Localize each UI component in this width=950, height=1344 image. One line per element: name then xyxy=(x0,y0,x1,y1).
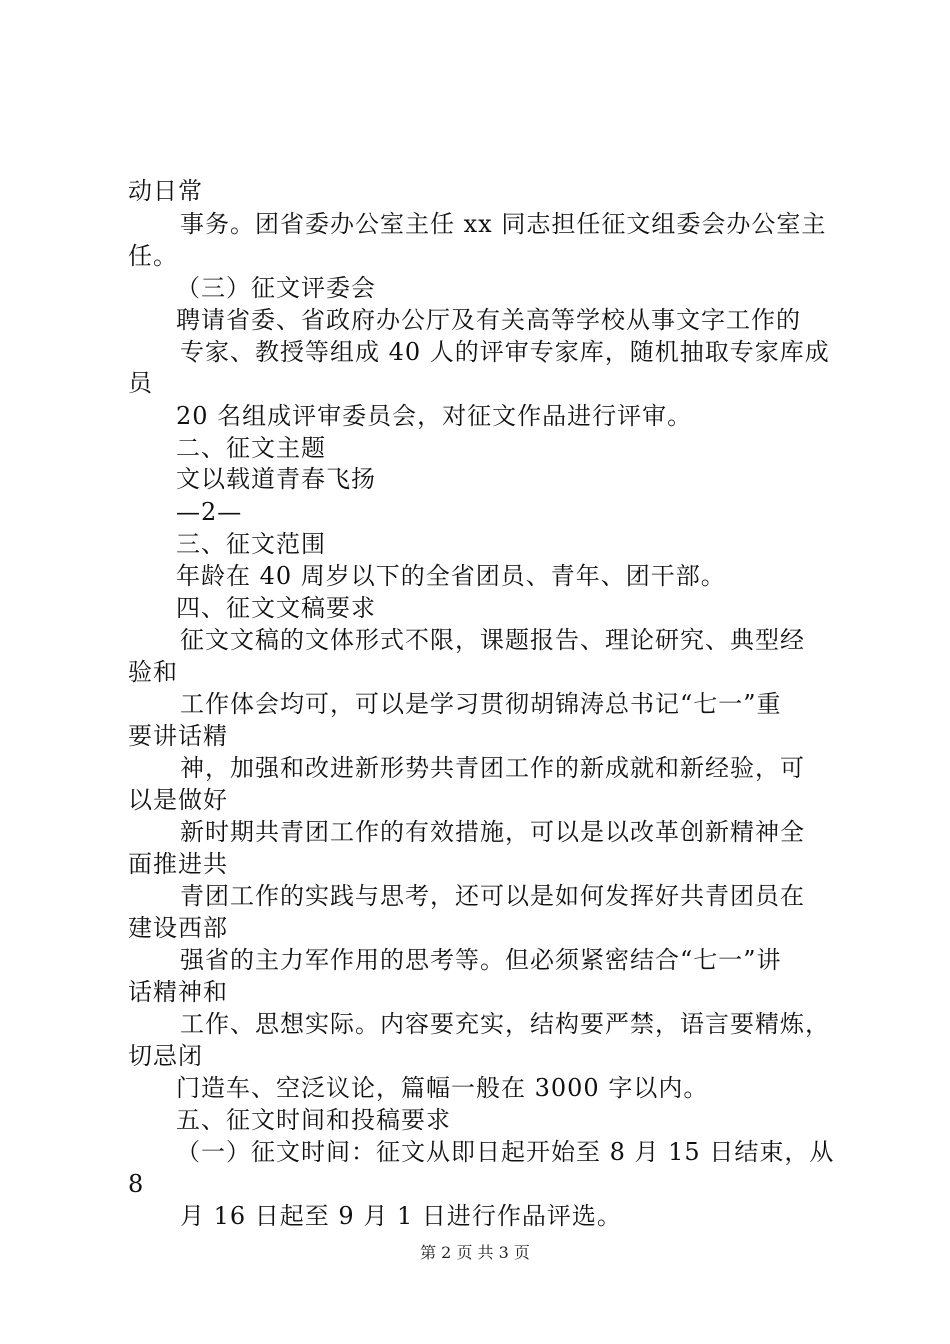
text-line: 话精神和 xyxy=(128,978,228,1006)
text-line: 门造车、空泛议论，篇幅一般在 3000 字以内。 xyxy=(176,1074,709,1102)
text-line: 聘请省委、省政府办公厅及有关高等学校从事文字工作的 xyxy=(176,306,801,334)
text-line: 验和 xyxy=(128,658,178,686)
text-line: 20 名组成评审委员会，对征文作品进行评审。 xyxy=(176,402,693,430)
text-line: 工作、思想实际。内容要充实，结构要严禁，语言要精炼， xyxy=(180,1010,830,1038)
text-line: 强省的主力军作用的思考等。但必须紧密结合“七一”讲 xyxy=(180,946,782,974)
text-line: 以是做好 xyxy=(128,786,228,814)
text-line: 面推进共 xyxy=(128,850,228,878)
text-line: 动日常 xyxy=(128,177,203,205)
text-line: 新时期共青团工作的有效措施，可以是以改革创新精神全 xyxy=(180,818,805,846)
text-line: 切忌闭 xyxy=(128,1042,203,1070)
text-line: 青团工作的实践与思考，还可以是如何发挥好共青团员在 xyxy=(180,882,805,910)
text-line: 专家、教授等组成 40 人的评审专家库，随机抽取专家库成 xyxy=(180,338,830,366)
text-line: 神，加强和改进新形势共青团工作的新成就和新经验，可 xyxy=(180,754,805,782)
text-line: 任。 xyxy=(128,242,178,270)
text-line: （一）征文时间：征文从即日起开始至 8 月 15 日结束，从 xyxy=(176,1138,835,1166)
page-footer: 第 2 页 共 3 页 xyxy=(420,1243,530,1262)
text-line: 月 16 日起至 9 月 1 日进行作品评选。 xyxy=(180,1202,622,1230)
text-line: 年龄在 40 周岁以下的全省团员、青年、团干部。 xyxy=(176,562,726,590)
text-line: 要讲话精 xyxy=(128,722,228,750)
text-line: 建设西部 xyxy=(128,914,228,942)
text-line: 员 xyxy=(128,369,153,397)
text-line: 征文文稿的文体形式不限，课题报告、理论研究、典型经 xyxy=(180,626,805,654)
section-heading: 四、征文文稿要求 xyxy=(176,594,376,622)
text-line: 事务。团省委办公室主任 xx 同志担任征文组委会办公室主 xyxy=(180,210,827,238)
section-heading: 三、征文范围 xyxy=(176,530,326,558)
page-number-marker: —2— xyxy=(176,498,243,526)
section-heading: 二、征文主题 xyxy=(176,434,326,462)
text-line: 文以载道青春飞扬 xyxy=(176,465,376,493)
text-line: 工作体会均可，可以是学习贯彻胡锦涛总书记“七一”重 xyxy=(180,690,782,718)
section-heading: 五、征文时间和投稿要求 xyxy=(176,1106,451,1134)
text-line: 8 xyxy=(128,1170,145,1198)
section-heading: （三）征文评委会 xyxy=(176,274,376,302)
